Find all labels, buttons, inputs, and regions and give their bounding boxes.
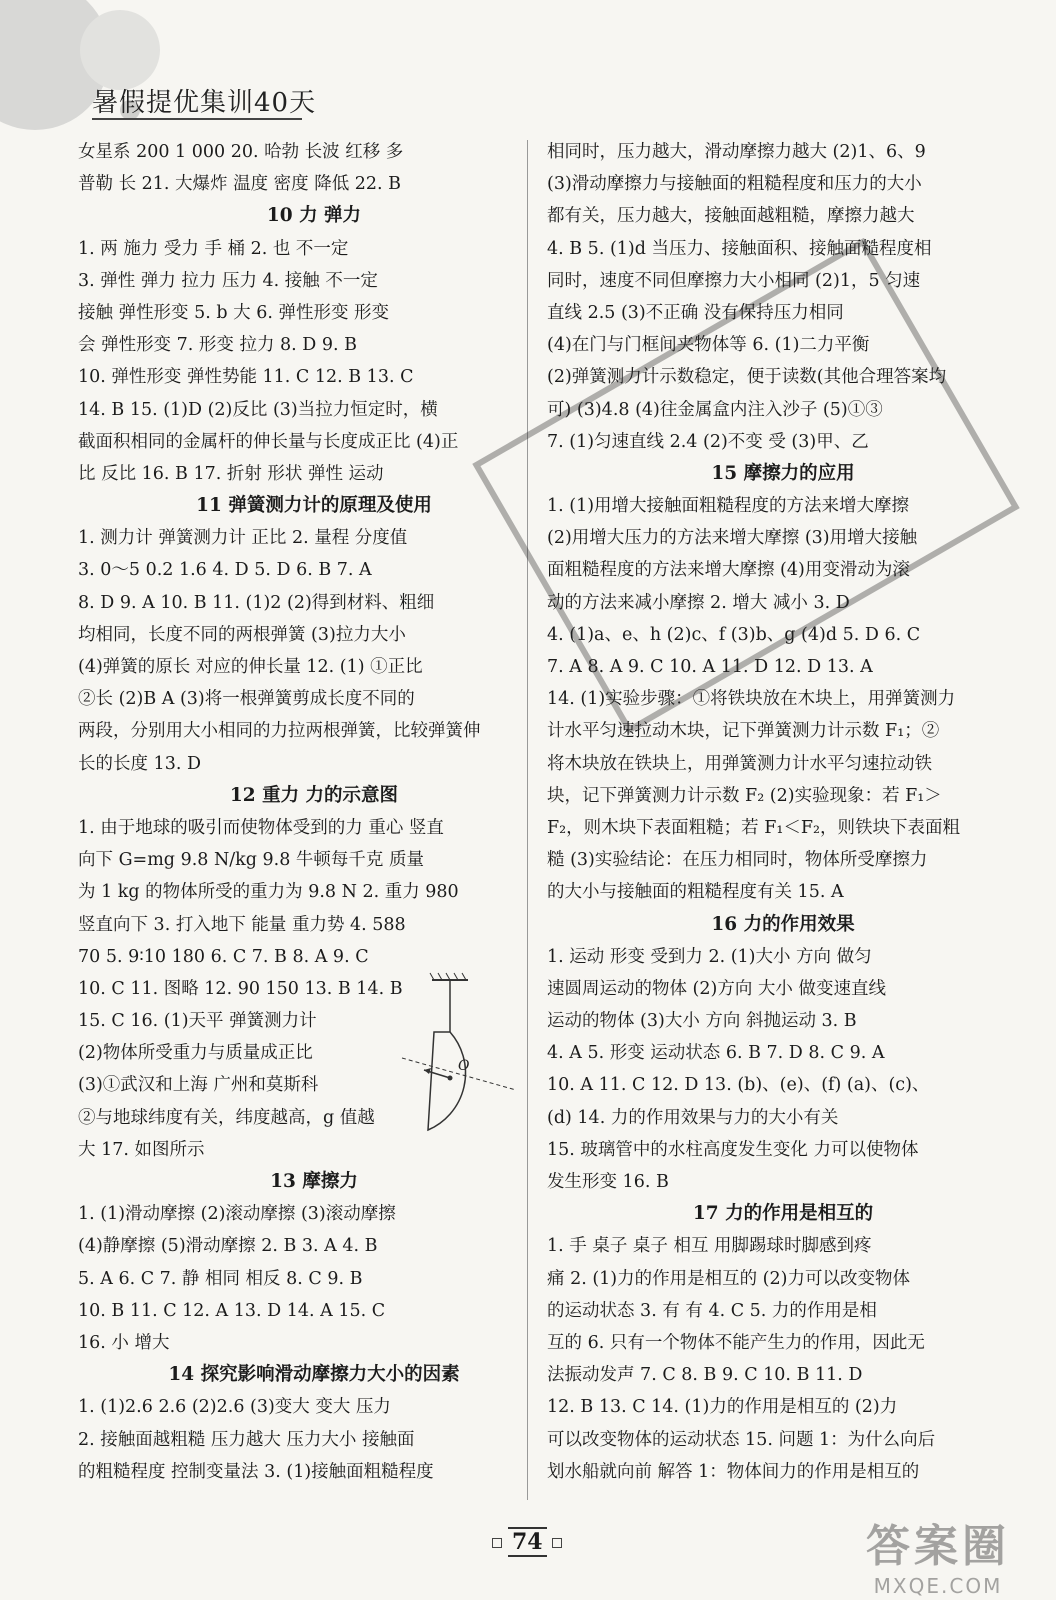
answer-line: 10. C 11. 图略 12. 90 150 13. B 14. B [78, 978, 403, 999]
answer-line: 7. (1)匀速直线 2.4 (2)不变 受 (3)甲、乙 [547, 431, 869, 452]
answer-line: 会 弹性形变 7. 形变 拉力 8. D 9. B [78, 335, 357, 356]
answer-line: 1. (1)滑动摩擦 (2)滚动摩擦 (3)滚动摩擦 [78, 1204, 396, 1225]
figure-label-o: O [458, 1058, 470, 1074]
semicircle-plate [428, 1032, 466, 1130]
answer-line: 接触 弹性形变 5. b 大 6. 弹性形变 形变 [78, 302, 390, 323]
answer-line: 划水船就向前 解答 1：物体间力的作用是相互的 [547, 1461, 920, 1482]
section-heading: 12 重力 力的示意图 [229, 784, 399, 806]
watermark-text: 答案圈 [866, 1521, 1010, 1572]
answer-line: 1. 由于地球的吸引而使物体受到的力 重心 竖直 [78, 817, 444, 838]
answer-line: 将木块放在铁块上，用弹簧测力计水平匀速拉动铁 [547, 753, 932, 774]
answer-line: 8. D 9. A 10. B 11. (1)2 (2)得到材料、粗细 [78, 592, 435, 613]
answer-line: 15. 玻璃管中的水柱高度发生变化 力可以使物体 [547, 1139, 919, 1160]
answer-line: (3)①武汉和上海 广州和莫斯科 [78, 1075, 319, 1096]
answer-line: 的运动状态 3. 有 有 4. C 5. 力的作用是相 [547, 1300, 877, 1321]
left-column [78, 136, 550, 1488]
answer-line: (2)用增大压力的方法来增大摩擦 (3)用增大接触 [547, 528, 918, 549]
answer-line: 可以改变物体的运动状态 15. 问题 1：为什么向后 [547, 1429, 936, 1450]
answer-line: 70 5. 9∶10 180 6. C 7. B 8. A 9. C [78, 946, 369, 967]
answer-line: 15. C 16. (1)天平 弹簧测力计 [78, 1011, 317, 1032]
section-heading: 16 力的作用效果 [711, 913, 855, 935]
answer-line: 2. 接触面越粗糙 压力越大 压力大小 接触面 [78, 1429, 415, 1450]
answer-line: 普勒 长 21. 大爆炸 温度 密度 降低 22. B [78, 174, 402, 195]
answer-line: 14. (1)实验步骤：①将铁块放在木块上，用弹簧测力 [547, 689, 956, 710]
answer-line: 4. B 5. (1)d 当压力、接触面积、接触面糙程度相 [547, 238, 932, 259]
answer-line: 互的 6. 只有一个物体不能产生力的作用，因此无 [547, 1332, 925, 1353]
answer-line: ②与地球纬度有关，纬度越高，g 值越 [78, 1107, 375, 1128]
answer-line: 面粗糙程度的方法来增大摩擦 (4)用变滑动为滚 [547, 560, 910, 581]
page-number-right-square [552, 1538, 562, 1548]
answer-line: 相同时，压力越大，滑动摩擦力越大 (2)1、6、9 [547, 142, 926, 162]
section-heading: 14 探究影响滑动摩擦力大小的因素 [168, 1364, 460, 1386]
answer-line: 14. B 15. (1)D (2)反比 (3)当拉力恒定时，横 [78, 399, 438, 420]
answer-line: 长的长度 13. D [78, 753, 201, 774]
answer-line: 10. B 11. C 12. A 13. D 14. A 15. C [78, 1300, 386, 1321]
answer-line: 截面积相同的金属杆的伸长量与长度成正比 (4)正 [78, 431, 459, 452]
answer-line: ②长 (2)B A (3)将一根弹簧剪成长度不同的 [78, 689, 415, 710]
section-heading: 13 摩擦力 [270, 1171, 358, 1192]
answer-line: 运动的物体 (3)大小 方向 斜抛运动 3. B [547, 1011, 857, 1032]
answer-line: 5. A 6. C 7. 静 相同 相反 8. C 9. B [78, 1268, 363, 1289]
answer-line: 计水平匀速拉动木块，记下弹簧测力计示数 F₁；② [547, 721, 940, 742]
answer-line: 发生形变 16. B [547, 1172, 669, 1192]
answer-line: 1. (1)2.6 2.6 (2)2.6 (3)变大 变大 压力 [78, 1397, 391, 1418]
answer-line: 速圆周运动的物体 (2)方向 大小 做变速直线 [547, 978, 886, 999]
answer-line: 为 1 kg 的物体所受的重力为 9.8 N 2. 重力 980 [78, 882, 459, 903]
answer-line: (4)静摩擦 (5)滑动摩擦 2. B 3. A 4. B [78, 1236, 378, 1257]
answer-line: 16. 小 增大 [78, 1332, 170, 1353]
answer-line: 的大小与接触面的粗糙程度有关 15. A [547, 882, 844, 903]
answer-line: 法振动发声 7. C 8. B 9. C 10. B 11. D [547, 1365, 863, 1386]
page-number: 74 [508, 1527, 547, 1557]
answer-line: 都有关，压力越大，接触面越粗糙，摩擦力越大 [547, 206, 915, 227]
answer-line: (d) 14. 力的作用效果与力的大小有关 [547, 1107, 839, 1128]
answer-line: 女星系 200 1 000 20. 哈勃 长波 红移 多 [78, 142, 404, 162]
answer-line: 糙 (3)实验结论：在压力相同时，物体所受摩擦力 [547, 850, 928, 871]
answer-line: 同时，速度不同但摩擦力大小相同 (2)1，5 匀速 [547, 270, 921, 291]
answer-line: 10. A 11. C 12. D 13. (b)、(e)、(f) (a)、(c)、 [547, 1075, 930, 1096]
answer-line: (2)物体所受重力与质量成正比 [78, 1043, 313, 1064]
answer-line: 痛 2. (1)力的作用是相互的 (2)力可以改变物体 [547, 1268, 910, 1289]
decor-circle-small [80, 10, 160, 90]
answer-line: 3. 0～5 0.2 1.6 4. D 5. D 6. B 7. A [78, 560, 372, 581]
answer-line: 4. A 5. 形变 运动状态 6. B 7. D 8. C 9. A [547, 1043, 885, 1064]
answer-line: 向下 G=mg 9.8 N/kg 9.8 牛顿每千克 质量 [78, 850, 424, 871]
answer-line: 1. 两 施力 受力 手 桶 2. 也 不一定 [78, 238, 349, 259]
answer-line: 竖直向下 3. 打入地下 能量 重力势 4. 588 [78, 914, 406, 935]
answer-line: 1. 手 桌子 桌子 相互 用脚踢球时脚感到疼 [547, 1236, 872, 1257]
answer-line: 直线 2.5 (3)不正确 没有保持压力相同 [547, 302, 844, 323]
answer-line: 两段，分别用大小相同的力拉两根弹簧，比较弹簧伸 [78, 721, 481, 742]
answer-line: 均相同，长度不同的两根弹簧 (3)拉力大小 [78, 624, 406, 645]
answer-line: 4. (1)a、e、h (2)c、f (3)b、g (4)d 5. D 6. C [547, 624, 921, 645]
answer-line: F₂，则木块下表面粗糙；若 F₁＜F₂，则铁块下表面粗 [547, 817, 961, 838]
answer-line: 动的方法来减小摩擦 2. 增大 减小 3. D [547, 592, 850, 613]
section-heading: 11 弹簧测力计的原理及使用 [196, 495, 432, 517]
watermark [838, 1510, 1038, 1598]
answer-line: 10. 弹性形变 弹性势能 11. C 12. B 13. C [78, 367, 414, 388]
ceiling-hatch [430, 973, 466, 980]
header-underline [92, 118, 302, 120]
answer-line: 1. 测力计 弹簧测力计 正比 2. 量程 分度值 [78, 528, 408, 549]
section-heading: 17 力的作用是相互的 [692, 1203, 874, 1225]
answer-line: 的粗糙程度 控制变量法 3. (1)接触面粗糙程度 [78, 1461, 434, 1482]
answer-line: 大 17. 如图所示 [78, 1139, 205, 1160]
center-point [448, 1076, 453, 1081]
answer-line: (4)弹簧的原长 对应的伸长量 12. (1) ①正比 [78, 657, 423, 677]
answer-line: 1. 运动 形变 受到力 2. (1)大小 方向 做匀 [547, 946, 872, 967]
answer-line: (2)弹簧测力计示数稳定，便于读数(其他合理答案均 [547, 367, 947, 388]
answer-line: 7. A 8. A 9. C 10. A 11. D 12. D 13. A [547, 657, 873, 677]
answer-line: 比 反比 16. B 17. 折射 形状 弹性 运动 [78, 463, 384, 484]
gravity-diagram [398, 970, 520, 1142]
answer-line: 可) (3)4.8 (4)往金属盒内注入沙子 (5)①③ [547, 399, 883, 420]
watermark-url: MXQE.COM [873, 1574, 1003, 1598]
answer-line: 块，记下弹簧测力计示数 F₂ (2)实验现象：若 F₁＞ [547, 785, 942, 806]
answer-line: (3)滑动摩擦力与接触面的粗糙程度和压力的大小 [547, 174, 922, 195]
page-number-left-square [492, 1538, 502, 1548]
answer-line: 12. B 13. C 14. (1)力的作用是相互的 (2)力 [547, 1397, 898, 1418]
answer-line: (4)在门与门框间夹物体等 6. (1)二力平衡 [547, 335, 870, 356]
answer-line: 1. (1)用增大接触面粗糙程度的方法来增大摩擦 [547, 496, 910, 517]
answer-line: 3. 弹性 弹力 拉力 压力 4. 接触 不一定 [78, 270, 378, 291]
section-heading: 10 力 弹力 [266, 205, 362, 227]
section-heading: 15 摩擦力的应用 [711, 462, 855, 484]
page-header-title: 暑假提优集训40天 [92, 88, 317, 118]
